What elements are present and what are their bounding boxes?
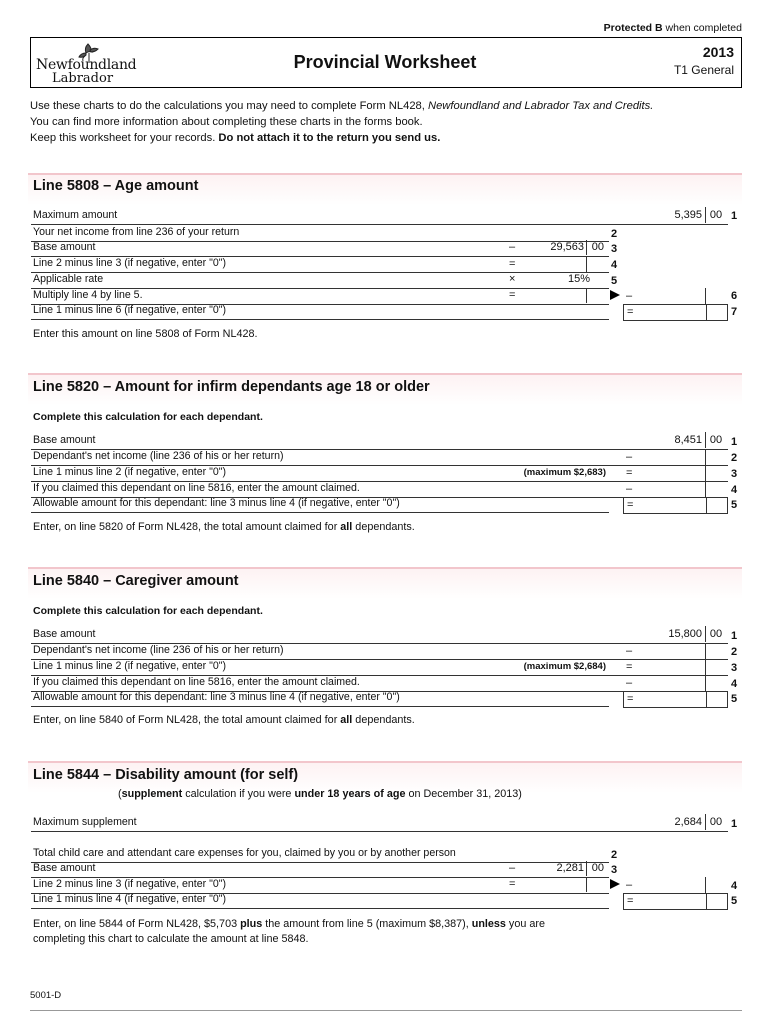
amount-5840-line5[interactable]: =: [623, 691, 728, 708]
amount-5808-line1[interactable]: 5,395 00: [623, 207, 726, 223]
row-5820-1: Base amount: [31, 433, 728, 450]
row-5808-7: Line 1 minus line 6 (if negative, enter "0"): [31, 303, 609, 320]
amount-5844-line4[interactable]: –: [623, 877, 726, 894]
row-5844-5: Line 1 minus line 4 (if negative, enter "0"): [31, 892, 609, 909]
section-title-5840: Line 5840 – Caregiver amount: [33, 573, 239, 589]
row-5840-3: Line 1 minus line 2 (if negative, enter "0") (maximum $2,684): [31, 659, 728, 676]
line-num: 4: [730, 484, 738, 496]
amount-5844-line4-calc[interactable]: =: [509, 878, 516, 890]
row-5840-4: If you claimed this dependant on line 5816, enter the amount claimed.: [31, 675, 728, 692]
amount-5844-base[interactable]: – 2,281 00: [509, 862, 604, 874]
amount-5840-line2[interactable]: –: [623, 643, 726, 659]
line-num: 3: [730, 468, 738, 480]
cent-divider: [586, 861, 587, 876]
cent-divider: [586, 288, 587, 303]
amount-5808-line7[interactable]: =: [623, 304, 728, 321]
amount-5808-line6-calc[interactable]: =: [509, 289, 516, 301]
cent-divider: [586, 257, 587, 272]
form-number: 5001-D: [30, 990, 62, 1001]
line-num: 3: [610, 243, 618, 255]
line-num: 1: [730, 818, 738, 830]
row-5808-1: Maximum amount: [31, 208, 728, 225]
line-num: 2: [730, 646, 738, 658]
row-5844-1: Maximum supplement: [31, 815, 728, 832]
cent-divider: [586, 240, 587, 255]
amount-5844-line5[interactable]: =: [623, 893, 728, 910]
form-type: T1 General: [673, 63, 734, 77]
line-num: 4: [730, 880, 738, 892]
amount-5820-line3[interactable]: =: [623, 465, 726, 481]
subtitle-5844: (supplement calculation if you were under 18 years of age on December 31, 2013): [118, 788, 522, 800]
row-5844-3: Base amount: [31, 861, 609, 878]
note-5844: Enter, on line 5844 of Form NL428, $5,703 plus the amount from line 5 (maximum $8,387), unless you are completing this chart to calculate the amount at line 5848.: [33, 918, 545, 945]
row-5820-2: Dependant's net income (line 236 of his or her return): [31, 449, 728, 466]
line-num: 4: [730, 678, 738, 690]
amount-5808-line6[interactable]: –: [623, 288, 726, 305]
amount-5820-line1[interactable]: 8,451 00: [623, 432, 726, 448]
subhead-5820: Complete this calculation for each dependant.: [33, 411, 263, 423]
line-num: 2: [730, 452, 738, 464]
protected-b-notice: Protected B when completed: [603, 22, 742, 34]
logo-labrador: Labrador: [52, 71, 114, 86]
amount-5808-base[interactable]: – 29,563 00: [509, 241, 604, 253]
arrow-right-icon: [610, 879, 620, 889]
line-num: 6: [730, 290, 738, 302]
note-5820: Enter, on line 5820 of Form NL428, the total amount claimed for all dependants.: [33, 521, 415, 533]
amount-5820-line5[interactable]: =: [623, 497, 728, 514]
note-5808: Enter this amount on line 5808 of Form NL428.: [33, 328, 258, 340]
line-num: 5: [730, 693, 738, 705]
amount-5820-line4[interactable]: –: [623, 481, 726, 497]
row-5808-5: Applicable rate: [31, 272, 609, 289]
amount-5820-line2[interactable]: –: [623, 449, 726, 465]
line-num: 3: [610, 864, 618, 876]
rate-5808[interactable]: × 15%: [509, 273, 590, 285]
line-num: 7: [730, 306, 738, 318]
section-title-5820: Line 5820 – Amount for infirm dependants age 18 or older: [33, 379, 430, 395]
amount-5844-line1[interactable]: 2,684 00: [623, 814, 726, 830]
note-5840: Enter, on line 5840 of Form NL428, the total amount claimed for all dependants.: [33, 714, 415, 726]
line-num: 1: [730, 436, 738, 448]
row-5808-6: Multiply line 4 by line 5.: [31, 288, 609, 305]
line-num: 1: [730, 210, 738, 222]
row-5808-3: Base amount: [31, 240, 609, 257]
subhead-5840: Complete this calculation for each dependant.: [33, 605, 263, 617]
intro-text: Use these charts to do the calculations you may need to complete Form NL428, Newfoundland and Labrador Tax and Credits. You can find more information about completing these charts in the forms book. Keep this worksheet for your records. Do not attach it to the return you send us.: [30, 100, 654, 144]
amount-5840-line1[interactable]: 15,800 00: [623, 626, 726, 642]
line-num: 5: [610, 275, 618, 287]
page-title: Provincial Worksheet: [293, 52, 477, 72]
line-num: 5: [730, 499, 738, 511]
line-num: 3: [730, 662, 738, 674]
row-5808-4: Line 2 minus line 3 (if negative, enter "0"): [31, 256, 609, 273]
line-num: 2: [610, 228, 618, 240]
logo-newfoundland: Newfoundland: [36, 57, 137, 73]
row-5844-4: Line 2 minus line 3 (if negative, enter "0"): [31, 877, 609, 894]
row-5844-2: Total child care and attendant care expenses for you, claimed by you or by another person: [31, 846, 609, 863]
amount-5840-line3[interactable]: =: [623, 659, 726, 675]
tax-year: 2013: [702, 44, 734, 60]
row-5820-4: If you claimed this dependant on line 5816, enter the amount claimed.: [31, 481, 728, 498]
row-5840-5: Allowable amount for this dependant: line 3 minus line 4 (if negative, enter "0"): [31, 690, 609, 707]
amount-5840-line4[interactable]: –: [623, 675, 726, 691]
line-num: 4: [610, 259, 618, 271]
row-5840-1: Base amount: [31, 627, 728, 644]
line-num: 5: [730, 895, 738, 907]
footer-rule: [30, 1010, 742, 1011]
section-title-5844: Line 5844 – Disability amount (for self): [33, 767, 299, 783]
line-num: 2: [610, 849, 618, 861]
cent-divider: [586, 877, 587, 892]
amount-5808-line4[interactable]: =: [509, 258, 516, 270]
arrow-right-icon: [610, 290, 620, 300]
line-num: 1: [730, 630, 738, 642]
row-5808-2: Your net income from line 236 of your return: [31, 225, 609, 242]
row-5840-2: Dependant's net income (line 236 of his or her return): [31, 643, 728, 660]
row-5820-3: Line 1 minus line 2 (if negative, enter "0") (maximum $2,683): [31, 465, 728, 482]
row-5820-5: Allowable amount for this dependant: line 3 minus line 4 (if negative, enter "0"): [31, 496, 609, 513]
section-title-5808: Line 5808 – Age amount: [33, 178, 199, 194]
